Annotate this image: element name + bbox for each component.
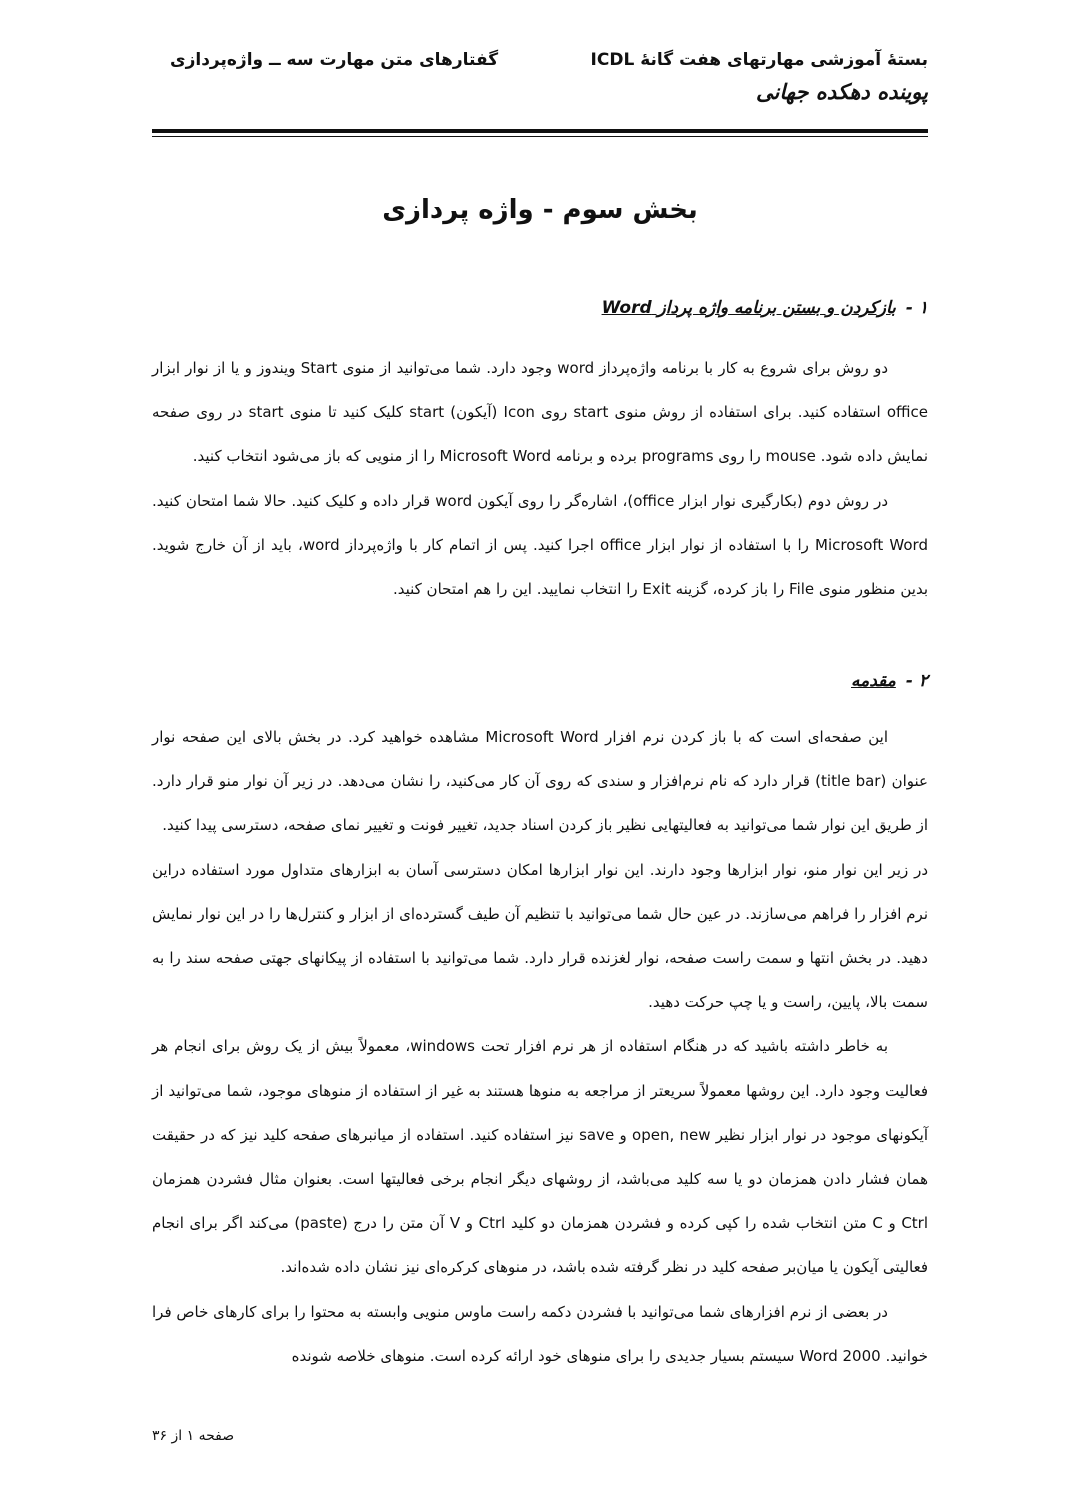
section-heading-2 bbox=[851, 667, 928, 695]
section-1-body bbox=[152, 346, 928, 611]
paragraph: در بعضی از نرم افزارهای شما می‌توانید با فشردن دکمه راست ماوس منویی وابسته به محتوا را برای کارهای خاص فرا خوانید. Word 2000 سیستم بسیار جدیدی را برای منوهای خود ارائه کرده است. منوهای خلاصه شونده bbox=[152, 1302, 928, 1365]
section-number: ٢ - bbox=[905, 671, 928, 691]
paragraph: دو روش برای شروع به کار با برنامه واژه‌پرداز word وجود دارد. شما می‌توانید از منوی Start ویندوز و یا از نوار ابزار office استفاده کنید. برای استفاده از روش منوی start روی Icon (آیکون) start کلیک کنید تا منوی start در روی صفحه نمایش داده شود. mouse را روی programs برده و برنامه Microsoft Word را از منویی که باز می‌شود انتخاب کنید. bbox=[152, 359, 928, 466]
page-number-footer: صفحه ١ از ٣۶ bbox=[152, 1428, 235, 1444]
section-number: ١ - bbox=[905, 298, 928, 318]
header-right-block bbox=[591, 46, 928, 108]
header-series-title: بستهٔ آموزشی مهارتهای هفت گانهٔ ICDL bbox=[590, 50, 928, 70]
paragraph: این صفحه‌ای است که با باز کردن نرم افزار Microsoft Word مشاهده خواهید کرد. در بخش بالای این صفحه نوار عنوان (title bar) قرار دارد که نام نرم‌افزار و سندی که روی آن کار می‌کنید، را نشان می‌دهد. در زیر آن نوار منو قرار دارد. از طریق این نوار شما می‌توانید به فعالیتهایی نظیر باز کردن اسناد جدید، تغییر فونت و تغییر نمای صفحه، دسترسی پیدا کنید. bbox=[152, 728, 928, 835]
section-title: مقدمه bbox=[851, 671, 896, 691]
paragraph: در روش دوم (بکارگیری نوار ابزار office)، اشاره‌گر را روی آیکون word قرار داده و کلیک کنید. حالا شما امتحان کنید. Microsoft Word را با استفاده از نوار ابزار office اجرا کنید. پس از اتمام کار با واژه‌پرداز word، باید از آن خارج شوید. بدین منظور منوی File را باز کرده، گزینه Exit را انتخاب نمایید. این را هم امتحان کنید. bbox=[152, 491, 928, 599]
section-heading-1 bbox=[602, 294, 928, 322]
header-rule-thick bbox=[152, 129, 928, 133]
header-left-block bbox=[170, 46, 498, 74]
header-chapter-title: گفتارهای متن مهارت سه ــ واژه‌پردازی bbox=[170, 50, 499, 70]
paragraph: به خاطر داشته باشید که در هنگام استفاده از هر نرم افزار تحت windows، معمولاً بیش از یک روش برای انجام هر فعالیت وجود دارد. این روشها معمولاً سریعتر از مراجعه به منوها هستند به غیر از استفاده از منوهای موجود، شما می‌توانید از آیکونهای موجود در نوار ابزار نظیر open, new و save نیز استفاده کنید. استفاده از میانبرهای صفحه کلید نیز که در حقیقت همان فشار دادن همزمان دو یا سه کلید می‌باشد، از روشهای دیگر انجام برخی فعالیتها است. بعنوان مثال فشردن همزمان Ctrl و C متن انتخاب شده را کپی کرده و فشردن همزمان دو کلید Ctrl و V آن متن را درج (paste) می‌کند اگر برای انجام فعالیتی آیکون یا میان‌بر صفحه کلید در نظر گرفته شده باشد، در منوهای کرکره‌ای نیز نشان داده شده‌اند. bbox=[152, 1037, 929, 1277]
section-title: بازکردن و بستن برنامه واژه پرداز Word bbox=[601, 298, 896, 318]
section-2-body bbox=[152, 715, 928, 1378]
header-author: پوینده دهکده جهانی bbox=[756, 80, 928, 104]
page-header bbox=[152, 46, 928, 116]
header-rule-thin bbox=[152, 136, 928, 137]
paragraph: در زیر این نوار منو، نوار ابزارها وجود دارند. این نوار ابزارها امکان دسترسی آسان به ابزارهای متداول مورد استفاده دراین نرم افزار را فراهم می‌سازند. در عین حال شما می‌توانید با تنظیم آن طیف گسترده‌ای از ابزار و کنترل‌ها را در این نوار نمایش دهید. در بخش انتها و سمت راست صفحه، نوار لغزنده قرار دارد. شما می‌توانید با استفاده از پیکانهای جهتی صفحه سند را به سمت بالا، پایین، راست و یا چپ حرکت دهید. bbox=[152, 860, 928, 1012]
page-title: بخش سوم - واژه پردازی bbox=[382, 195, 698, 225]
